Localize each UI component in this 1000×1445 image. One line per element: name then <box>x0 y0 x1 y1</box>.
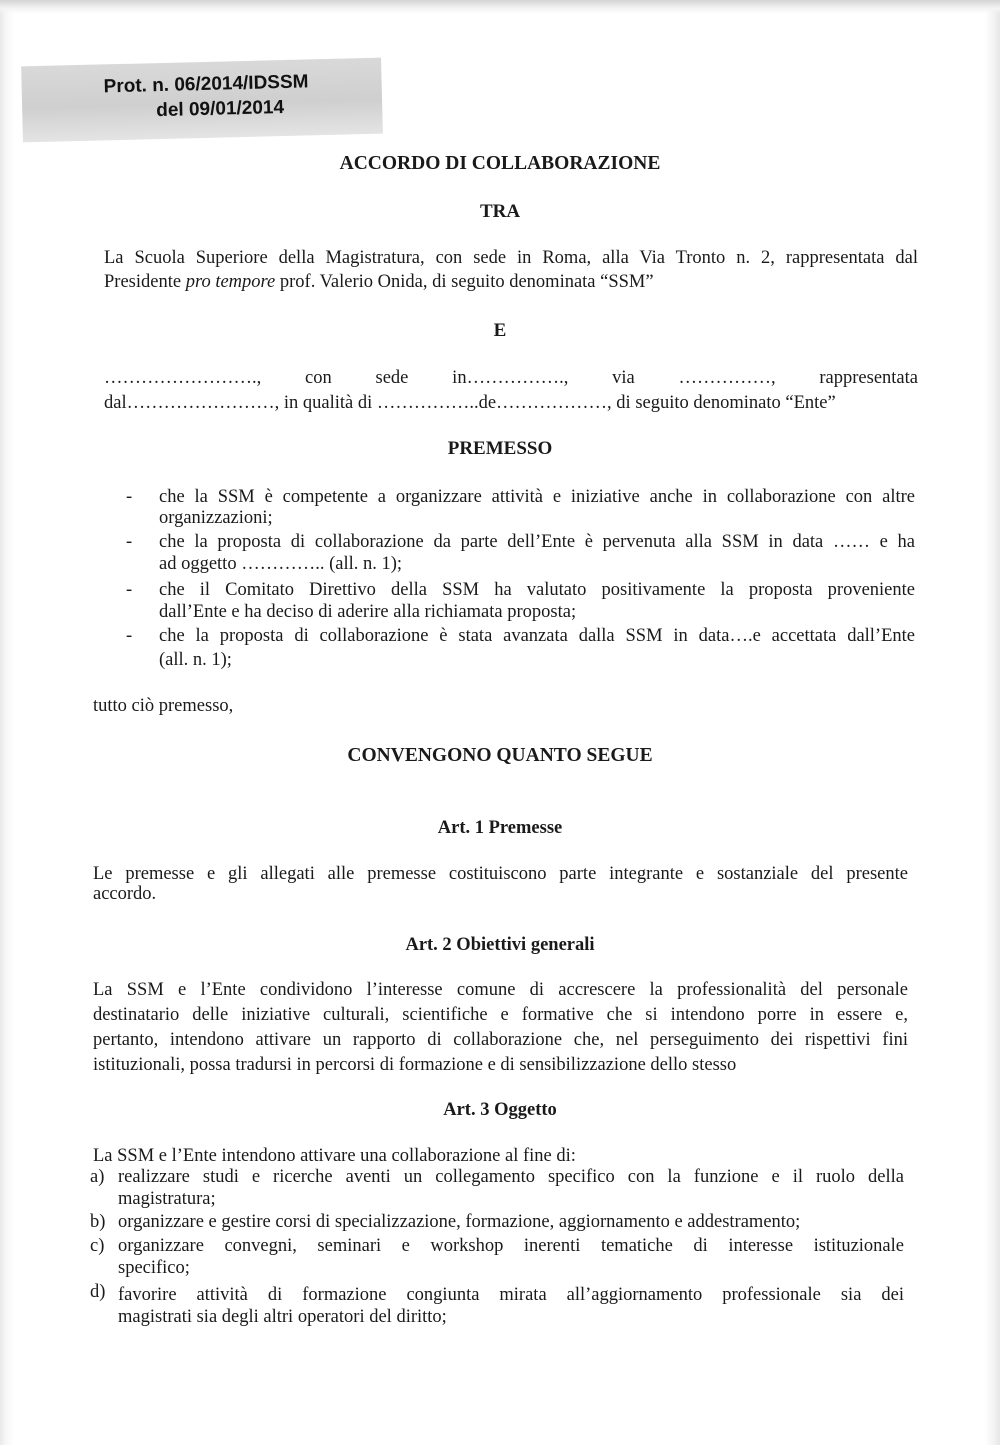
premesso-item-2-line2: ad oggetto ………….. (all. n. 1); <box>159 554 403 574</box>
art3-item-b-line1: organizzare e gestire corsi di specializzazione, formazione, aggiornamento e addestramento; <box>118 1212 801 1232</box>
art2-line1: La SSM e l’Ente condividono l’interesse comune di accrescere la professionalità del personale <box>93 980 908 1000</box>
art1-line2: accordo. <box>93 884 157 904</box>
art1-line1: Le premesse e gli allegati alle premesse costituiscono parte integrante e sostanziale del presente <box>93 864 908 884</box>
art2-line3: pertanto, intendono attivare un rapporto di collaborazione che, nel perseguimento dei rispettivi fini <box>93 1030 908 1050</box>
art3-item-d-line2: magistrati sia degli altri operatori del diritto; <box>118 1307 447 1327</box>
premesso-item-3-line1: che il Comitato Direttivo della SSM ha valutato positivamente la proposta proveniente <box>159 580 915 600</box>
premesso-item-3-line2: dall’Ente e ha deciso di aderire alla richiamata proposta; <box>159 602 577 622</box>
art2-heading: Art. 2 Obiettivi generali <box>405 935 595 955</box>
pro-tempore-italic: pro tempore <box>185 272 276 292</box>
art3-item-c-label: c) <box>90 1236 105 1256</box>
art3-item-c-line2: specifico; <box>118 1258 190 1278</box>
party2-line1: ……………………., con sede in……………., via ……………, rappresentata <box>104 368 918 388</box>
scan-shadow <box>0 0 1000 14</box>
art3-item-b-label: b) <box>90 1212 106 1232</box>
document-title: ACCORDO DI COLLABORAZIONE <box>339 153 661 174</box>
e-heading: E <box>493 320 507 341</box>
art3-item-d-label: d) <box>90 1282 106 1302</box>
premesso-item-4-line2: (all. n. 1); <box>159 650 232 670</box>
art2-line2: destinatario delle iniziative culturali, scientifiche e formative che si intendono porre in essere e, <box>93 1005 908 1025</box>
art3-intro: La SSM e l’Ente intendono attivare una collaborazione al fine di: <box>93 1146 576 1166</box>
premesso-item-1-line1: che la SSM è competente a organizzare attività e iniziative anche in collaborazione con altre <box>159 487 915 507</box>
tra-heading: TRA <box>479 201 521 222</box>
art3-item-d-line1: favorire attività di formazione congiunta mirata all’aggiornamento professionale sia dei <box>118 1285 904 1305</box>
premesso-item-2-line1: che la proposta di collaborazione da parte dell’Ente è pervenuta alla SSM in data …… e ha <box>159 532 915 552</box>
protocol-stamp <box>21 58 383 143</box>
premesso-item-4-line1: che la proposta di collaborazione è stata avanzata dalla SSM in data….e accettata dall’Ente <box>159 626 915 646</box>
premesso-heading: PREMESSO <box>447 438 553 459</box>
protocol-date: del 09/01/2014 <box>155 97 285 122</box>
premesso-item-1-line2: organizzazioni; <box>159 508 273 528</box>
art2-line4: istituzionali, possa tradursi in percorsi di formazione e di sensibilizzazione dello stesso <box>93 1055 737 1075</box>
bullet-dash: - <box>126 487 133 507</box>
tutto-premesso: tutto ciò premesso, <box>93 696 234 716</box>
protocol-number: Prot. n. 06/2014/IDSSM <box>103 71 309 98</box>
bullet-dash: - <box>126 580 133 600</box>
art3-item-c-line1: organizzare convegni, seminari e workshop inerenti tematiche di interesse istituzionale <box>118 1236 904 1256</box>
party2-line2: dal……………………, in qualità di ……………..de………………, di seguito denominato “Ente” <box>104 393 836 413</box>
party1-line1: La Scuola Superiore della Magistratura, con sede in Roma, alla Via Tronto n. 2, rappresentata dal <box>104 248 918 268</box>
art3-item-a-label: a) <box>90 1167 105 1187</box>
party1-line2: Presidente pro tempore prof. Valerio Onida, di seguito denominata “SSM” <box>104 272 654 292</box>
art3-item-a-line2: magistratura; <box>118 1189 216 1209</box>
art3-heading: Art. 3 Oggetto <box>443 1100 557 1120</box>
art3-item-a-line1: realizzare studi e ricerche aventi un collegamento specifico con la funzione e il ruolo della <box>118 1167 904 1187</box>
convengono-heading: CONVENGONO QUANTO SEGUE <box>347 745 653 766</box>
bullet-dash: - <box>126 532 133 552</box>
art1-heading: Art. 1 Premesse <box>437 818 563 838</box>
bullet-dash: - <box>126 626 133 646</box>
